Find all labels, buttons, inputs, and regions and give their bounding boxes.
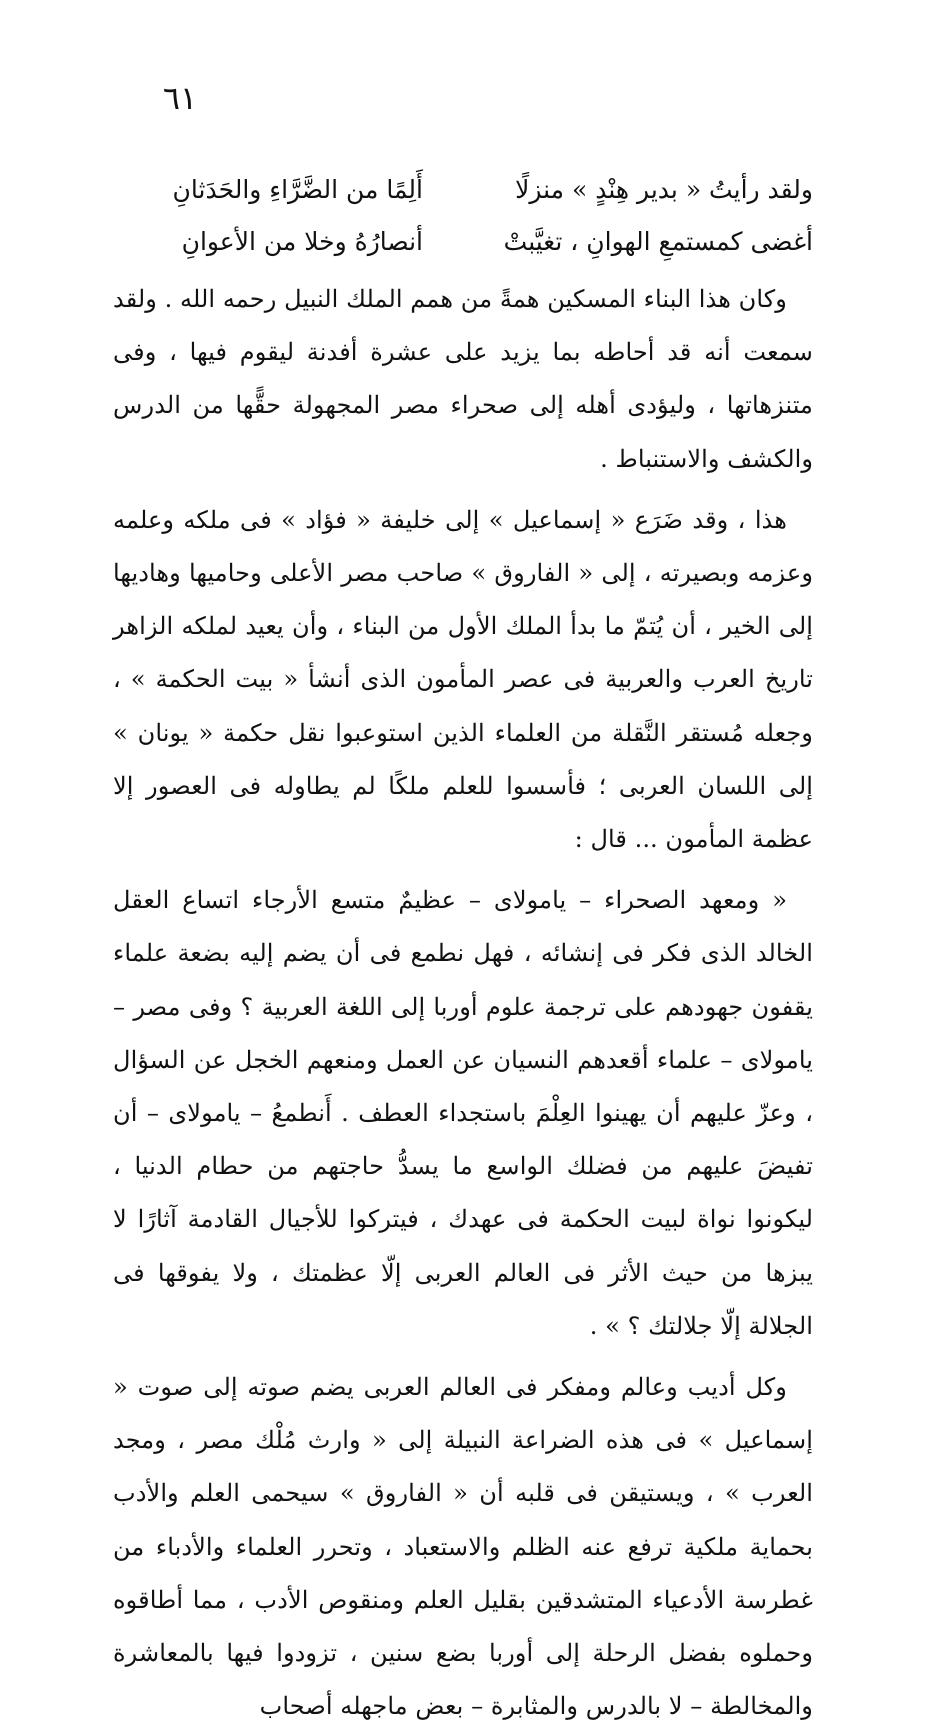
verse-second-hemistich: أنصارُهُ وخلا من الأعوانِ — [181, 227, 423, 256]
verse-first-hemistich: ولقد رأيتُ « بدير هِنْدٍ » منزلًا — [515, 175, 813, 204]
paragraph: وكل أديب وعالم ومفكر فى العالم العربى يضم صوته إلى صوت « إسماعيل » فى هذه الضراعة النبيلة إلى « وارث مُلْك مصر ، ومجد العرب » ، ويستيقن فى قلبه أن « الفاروق » سيحمى العلم والأدب بحماية ملكية ترفع عنه الظلم والاستعباد ، وتحرر العلماء والأدباء من غطرسة الأدعياء المتشدقين بقليل العلم ومنقوص الأدب ، مما أطاقوه وحملوه بفضل الرحلة إلى أوربا بضع سنين ، تزودوا فيها بالمعاشرة والمخالطة – لا بالدرس والمثابرة – بعض ماجهله أصحاب — [113, 1373, 813, 1721]
page-number: ٦١ — [162, 79, 198, 117]
verse-first-hemistich: أغضى كمستمعِ الهوانِ ، تغيَّبتْ — [503, 227, 813, 256]
verse-line — [113, 220, 813, 264]
quoted-paragraph: « ومعهد الصحراء – يامولاى – عظيمٌ متسع الأرجاء اتساع العقل الخالد الذى فكر فى إنشائه ، فهل نطمع فى أن يضم إليه بضعة علماء يقفون جهودهم على ترجمة علوم أوربا إلى اللغة العربية ؟ وفى مصر – يامولاى – علماء أقعدهم النسيان عن العمل ومنعهم الخجل عن السؤال ، وعزّ عليهم أن يهينوا العِلْمَ باستجداء العطف . أَنطمعُ – يامولاى – أن تفيضَ عليهم من فضلك الواسع ما يسدُّ حاجتهم من حطام الدنيا ، ليكونوا نواة لبيت الحكمة فى عهدك ، فيتركوا للأجيال القادمة آثارًا لا يبزها من حيث الأثر فى العالم العربى إلّا عظمتك ، ولا يفوقها فى الجلالة إلّا جلالتك ؟ » . — [113, 886, 813, 1340]
body-text — [113, 273, 813, 1733]
paragraph: وكان هذا البناء المسكين همةً من همم الملك النبيل رحمه الله . ولقد سمعت أنه قد أحاطه بما يزيد على عشرة أفدنة ليقوم فيها ، وفى متنزهاتها ، وليؤدى أهله إلى صحراء مصر المجهولة حقًّها من الدرس والكشف والاستنباط . — [113, 285, 813, 473]
verse-line — [113, 168, 813, 212]
paragraph: هذا ، وقد ضَرَع « إسماعيل » إلى خليفة « فؤاد » فى ملكه وعلمه وعزمه وبصيرته ، إلى « الفاروق » صاحب مصر الأعلى وحاميها وهاديها إلى الخير ، أن يُتمّ ما بدأ الملك الأول من البناء ، وأن يعيد لملكه الزاهر تاريخ العرب والعربية فى عصر المأمون الذى أنشأ « بيت الحكمة » ، وجعله مُستقر النَّقلة من العلماء الذين استوعبوا نقل حكمة « يونان » إلى اللسان العربى ؛ فأسسوا للعلم ملكًا لم يطاوله فى العصور إلا عظمة المأمون ... قال : — [113, 505, 813, 854]
verse-second-hemistich: أَلِمًا من الضَّرَّاءِ والحَدَثانِ — [172, 175, 423, 204]
